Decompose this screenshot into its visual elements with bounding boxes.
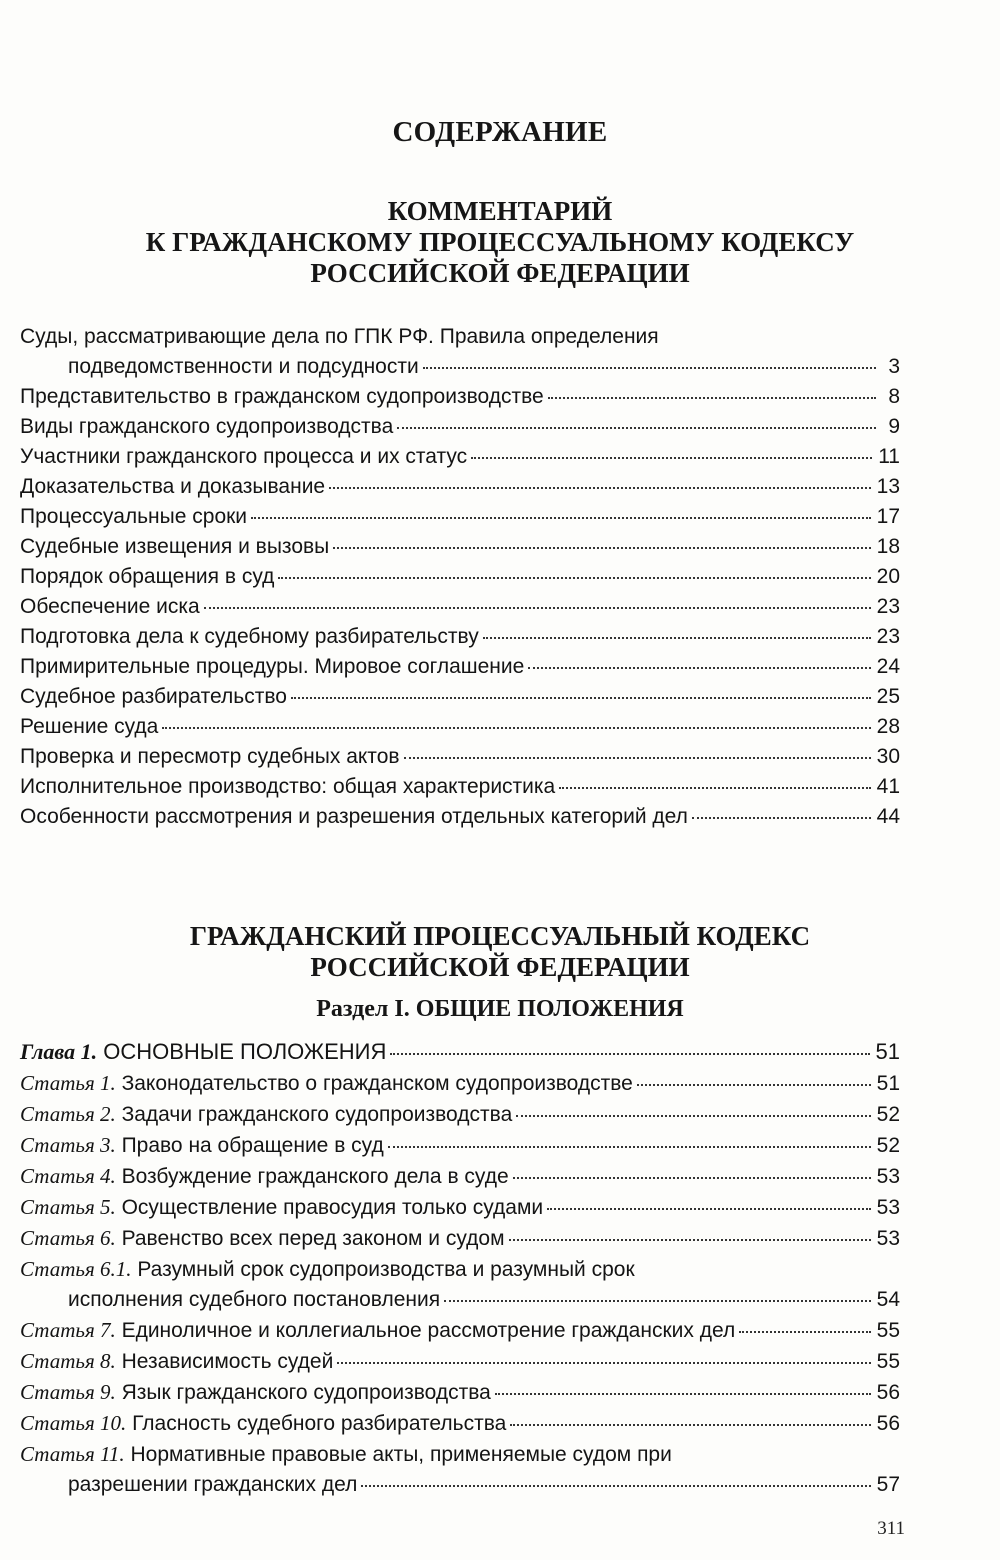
article-entry[interactable] <box>20 1223 900 1254</box>
article-title: Право на обращение в суд <box>121 1134 384 1157</box>
toc-entry-title: Процессуальные сроки <box>20 505 248 528</box>
toc-entry[interactable] <box>20 592 900 622</box>
article-label: Статья 4. <box>20 1164 116 1188</box>
article-label: Статья 3. <box>20 1133 116 1157</box>
toc-entry[interactable] <box>20 472 900 502</box>
toc-entry-title: Участники гражданского процесса и их статус <box>20 445 468 468</box>
toc-entry-title: Исполнительное производство: общая характеристика <box>20 775 556 798</box>
toc-entry-page: 13 <box>876 475 900 498</box>
toc-entry-title: подведомственности и подсудности <box>68 355 419 378</box>
article-title: Законодательство о гражданском судопроизводстве <box>121 1072 633 1095</box>
article-entry-first-line <box>20 1254 900 1285</box>
toc-entry-title: Обеспечение иска <box>20 595 200 618</box>
commentary-heading <box>0 196 1000 289</box>
article-title: Единоличное и коллегиальное рассмотрение гражданских дел <box>121 1319 736 1342</box>
article-page: 53 <box>876 1227 900 1250</box>
toc-entry-page: 3 <box>888 355 900 378</box>
toc-entry[interactable] <box>20 442 900 472</box>
code-heading <box>0 921 1000 983</box>
chapter-title: ОСНОВНЫЕ ПОЛОЖЕНИЯ <box>103 1039 387 1064</box>
leader-dots <box>495 1391 871 1395</box>
toc-entry-page: 24 <box>876 655 900 678</box>
toc-entry[interactable] <box>20 622 900 652</box>
toc-entry-page: 17 <box>876 505 900 528</box>
leader-dots <box>397 425 876 429</box>
leader-dots <box>444 1298 871 1302</box>
article-label: Статья 1. <box>20 1071 116 1095</box>
leader-dots <box>251 515 871 519</box>
article-page: 56 <box>876 1412 900 1435</box>
article-entry[interactable] <box>20 1346 900 1377</box>
leader-dots <box>548 395 876 399</box>
toc-entry-title: Примирительные процедуры. Мировое соглашение <box>20 655 525 678</box>
toc-entry-page: 28 <box>876 715 900 738</box>
commentary-heading-line: КОММЕНТАРИЙ <box>387 196 613 226</box>
article-entry[interactable] <box>20 1285 900 1315</box>
toc-entry-page: 20 <box>876 565 900 588</box>
article-entry[interactable] <box>20 1192 900 1223</box>
article-entry[interactable] <box>20 1408 900 1439</box>
article-entry[interactable] <box>20 1377 900 1408</box>
chapter-entry[interactable] <box>20 1036 900 1068</box>
leader-dots <box>404 755 871 759</box>
article-page: 55 <box>876 1319 900 1342</box>
toc-entry-title: Доказательства и доказывание <box>20 475 326 498</box>
chapter-page: 51 <box>875 1039 900 1064</box>
article-label: Статья 5. <box>20 1195 116 1219</box>
toc-entry-page: 23 <box>876 595 900 618</box>
toc-entry[interactable] <box>20 562 900 592</box>
leader-dots <box>559 785 870 789</box>
article-page: 51 <box>876 1072 900 1095</box>
leader-dots <box>333 545 870 549</box>
article-label: Статья 10. <box>20 1411 127 1435</box>
toc-entry-page: 18 <box>876 535 900 558</box>
article-page: 57 <box>876 1473 900 1496</box>
leader-dots <box>509 1237 871 1241</box>
article-entry[interactable] <box>20 1315 900 1346</box>
toc-entry-title: Особенности рассмотрения и разрешения отдельных категорий дел <box>20 805 688 828</box>
chapter-label: Глава 1. <box>20 1039 98 1064</box>
article-label: Статья 11. <box>20 1442 125 1466</box>
article-title: Гласность судебного разбирательства <box>132 1412 507 1435</box>
leader-dots <box>547 1206 870 1210</box>
toc-entry[interactable] <box>20 712 900 742</box>
leader-dots <box>483 635 871 639</box>
toc-entry-page: 44 <box>876 805 900 828</box>
article-page: 55 <box>876 1350 900 1373</box>
toc-entry[interactable] <box>20 412 900 442</box>
leader-dots <box>513 1175 871 1179</box>
article-entry[interactable] <box>20 1130 900 1161</box>
toc-entry-page: 11 <box>878 445 900 468</box>
toc-entry[interactable] <box>20 802 900 832</box>
article-page: 53 <box>876 1196 900 1219</box>
toc-entry[interactable] <box>20 652 900 682</box>
article-entry[interactable] <box>20 1068 900 1099</box>
leader-dots <box>388 1144 871 1148</box>
leader-dots <box>637 1082 871 1086</box>
article-title: Независимость судей <box>121 1350 334 1373</box>
article-entry[interactable] <box>20 1161 900 1192</box>
toc-entry-page: 41 <box>876 775 900 798</box>
article-label: Статья 8. <box>20 1349 116 1373</box>
article-label: Статья 6.1. <box>20 1257 132 1281</box>
toc-entry-title: Решение суда <box>20 715 159 738</box>
code-heading-line: ГРАЖДАНСКИЙ ПРОЦЕССУАЛЬНЫЙ КОДЕКС <box>189 921 811 951</box>
toc-entry[interactable] <box>20 682 900 712</box>
article-title: Разумный срок судопроизводства и разумный срок <box>137 1258 635 1281</box>
commentary-heading-line: РОССИЙСКОЙ ФЕДЕРАЦИИ <box>310 258 690 288</box>
toc-entry[interactable] <box>20 502 900 532</box>
leader-dots <box>329 485 871 489</box>
toc-entry-title: Порядок обращения в суд <box>20 565 275 588</box>
toc-entry-title: Виды гражданского судопроизводства <box>20 415 394 438</box>
article-label: Статья 9. <box>20 1380 116 1404</box>
article-page: 54 <box>876 1288 900 1311</box>
article-title: Равенство всех перед законом и судом <box>121 1227 505 1250</box>
leader-dots <box>204 605 871 609</box>
leader-dots <box>739 1329 870 1333</box>
toc-entry-title: Судебное разбирательство <box>20 685 287 708</box>
toc-entry[interactable] <box>20 742 900 772</box>
article-page: 52 <box>876 1103 900 1126</box>
article-title: Осуществление правосудия только судами <box>121 1196 544 1219</box>
article-page: 52 <box>876 1134 900 1157</box>
toc-entry-page: 23 <box>876 625 900 648</box>
toc-entry[interactable] <box>20 532 900 562</box>
commentary-toc <box>20 322 900 832</box>
toc-entry[interactable] <box>20 772 900 802</box>
article-label: Статья 7. <box>20 1318 116 1342</box>
toc-entry-title: Проверка и пересмотр судебных актов <box>20 745 400 768</box>
article-entry[interactable] <box>20 1099 900 1130</box>
page-title: СОДЕРЖАНИЕ <box>392 116 608 148</box>
toc-entry-page: 9 <box>888 415 900 438</box>
toc-entry-page: 8 <box>888 385 900 408</box>
leader-dots <box>471 455 872 459</box>
article-label: Статья 6. <box>20 1226 116 1250</box>
commentary-heading-line: К ГРАЖДАНСКОМУ ПРОЦЕССУАЛЬНОМУ КОДЕКСУ <box>145 227 855 257</box>
toc-entry-page: 30 <box>876 745 900 768</box>
leader-dots <box>423 365 876 369</box>
article-entry-first-line <box>20 1439 900 1470</box>
article-title-cont: исполнения судебного постановления <box>68 1288 441 1311</box>
leader-dots <box>162 725 870 729</box>
toc-entry[interactable] <box>20 352 900 382</box>
article-entry[interactable] <box>20 1470 900 1500</box>
leader-dots <box>278 575 870 579</box>
toc-entry-title: Подготовка дела к судебному разбирательству <box>20 625 479 648</box>
toc-entry-page: 25 <box>876 685 900 708</box>
article-title: Нормативные правовые акты, применяемые судом при <box>130 1443 672 1466</box>
article-title: Возбуждение гражданского дела в суде <box>121 1165 509 1188</box>
article-label: Статья 2. <box>20 1102 116 1126</box>
article-title: Язык гражданского судопроизводства <box>121 1381 491 1404</box>
code-heading-line: РОССИЙСКОЙ ФЕДЕРАЦИИ <box>310 952 690 982</box>
toc-entry-title: Представительство в гражданском судопроизводстве <box>20 385 544 408</box>
leader-dots <box>510 1422 870 1426</box>
leader-dots <box>361 1483 870 1487</box>
leader-dots <box>692 815 871 819</box>
code-toc <box>20 1036 900 1500</box>
toc-entry[interactable] <box>20 382 900 412</box>
section-heading: Раздел I. ОБЩИЕ ПОЛОЖЕНИЯ <box>316 996 684 1022</box>
toc-entry-title: Судебные извещения и вызовы <box>20 535 330 558</box>
leader-dots <box>390 1051 869 1055</box>
leader-dots <box>291 695 871 699</box>
article-page: 53 <box>876 1165 900 1188</box>
page-number: 311 <box>877 1518 905 1539</box>
article-page: 56 <box>876 1381 900 1404</box>
article-title: Задачи гражданского судопроизводства <box>121 1103 513 1126</box>
leader-dots <box>528 665 870 669</box>
article-title-cont: разрешении гражданских дел <box>68 1473 358 1496</box>
toc-entry-first-line: Суды, рассматривающие дела по ГПК РФ. Правила определения <box>20 325 659 348</box>
leader-dots <box>516 1113 870 1117</box>
leader-dots <box>337 1360 870 1364</box>
